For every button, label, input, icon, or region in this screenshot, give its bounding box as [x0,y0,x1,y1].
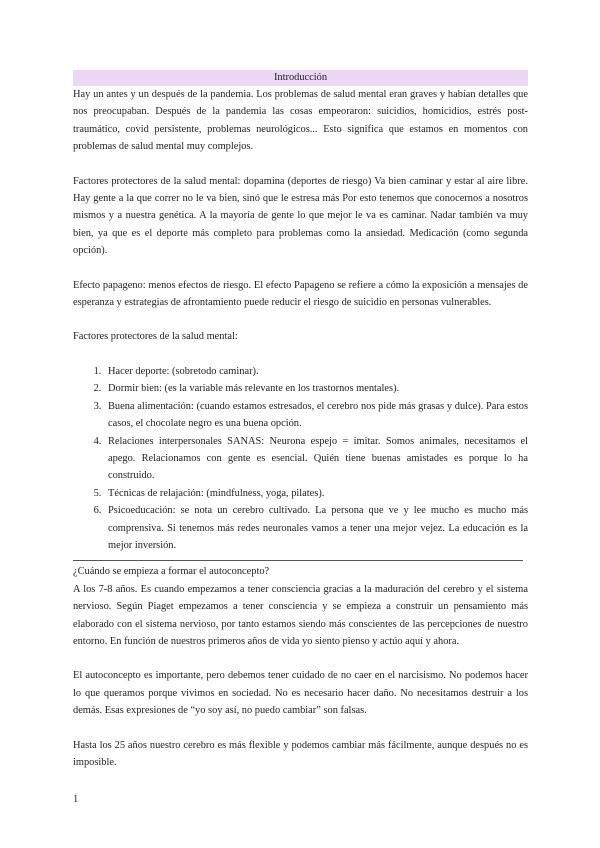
papageno-paragraph: Efecto papageno: menos efectos de riesgo. El efecto Papageno se refiere a cómo la exposición a mensajes de esperanza y estrategias de afrontamiento puede reducir el riesgo de suicidio en personas vulnerables. [73,279,528,309]
intro-paragraph: Hay un antes y un después de la pandemia. Los problemas de salud mental eran graves y habían detalles que nos preocupaban. Después de la pandemia las cosas empeoraron: suicidios, homicidios, estrés post-traumático, covid persistente, problemas neurológicos... Esto significa que estamos en momentos con problemas de salud mental muy complejos. [73,89,528,153]
section-heading: Introducción [73,70,528,86]
horizontal-divider [73,560,523,561]
list-item: 3. Buena alimentación: (cuando estamos estresados, el cerebro nos pide más grasas y dulce). Para estos casos, el chocolate negro es una buena opción. [104,398,528,433]
page-number: 1 [73,794,79,805]
document-body [73,70,528,771]
list-item: 4. Relaciones interpersonales SANAS: Neurona espejo = imitar. Somos animales, necesitamos el apego. Relacionamos con gente es esencial. Quién tiene buenas amistades es porque lo ha construido. [104,433,528,485]
brain-paragraph: Hasta los 25 años nuestro cerebro es más flexible y podemos cambiar más fácilmente, aunque después no es imposible. [73,739,528,768]
spacer [73,650,528,667]
question-heading: ¿Cuándo se empieza a formar el autoconcepto? [73,566,270,578]
age-paragraph: A los 7-8 años. Es cuando empezamos a tener consciencia gracias a la maduración del cerebro y el sistema nervioso. Según Piaget empezamos a tener consciencia y se empieza a construir un pensamiento más elaborado con el sistema nervioso, por tanto estamos siendo más conscientes de las percepciones de nuestro entorno. En función de nuestros primeros años de vida yo siento pienso y actúo aquí y ahora. [73,583,528,647]
spacer [73,156,528,173]
spacer [73,720,528,737]
spacer [73,311,528,328]
list-item: 2. Dormir bien: (es la variable más relevante en los trastornos mentales). [104,380,528,397]
spacer [73,346,528,363]
protective-factors-list [73,363,528,554]
list-item: 6. Psicoeducación: se nota un cerebro cultivado. La persona que ve y lee mucho es mucho más comprensiva. Si tenemos más redes neuronales vamos a tener una mejor vejez. La educación es la mejor inversión. [104,502,528,554]
selfconcept-paragraph: El autoconcepto es importante, pero debemos tener cuidado de no caer en el narcisismo. No podemos hacer lo que queramos porque vivimos en sociedad. No es necesario hacer daño. No necesitamos destruir a los demás. Esas expresiones de “yo soy así, no puedo cambiar” son falsas. [73,670,528,717]
list-intro: Factores protectores de la salud mental: [73,331,238,343]
list-item: 1. Hacer deporte: (sobretodo caminar). [104,363,528,380]
list-item: 5. Técnicas de relajación: (mindfulness, yoga, pilates). [104,485,528,502]
protective-factors-paragraph: Factores protectores de la salud mental: dopamina (deportes de riesgo) Va bien caminar y estar al aire libre. Hay gente a la que correr no le va bien, sinó que le estresa más Por esto tenemos que conocernos a nosotros mismos y a nuestra genética. A la mayoría de gente lo que mejor le va es caminar. Nadar también va muy bien, ya que es el deporte más completo para problemas como la ansiedad. Medicación (como segunda opción). [73,175,528,257]
spacer [73,260,528,277]
